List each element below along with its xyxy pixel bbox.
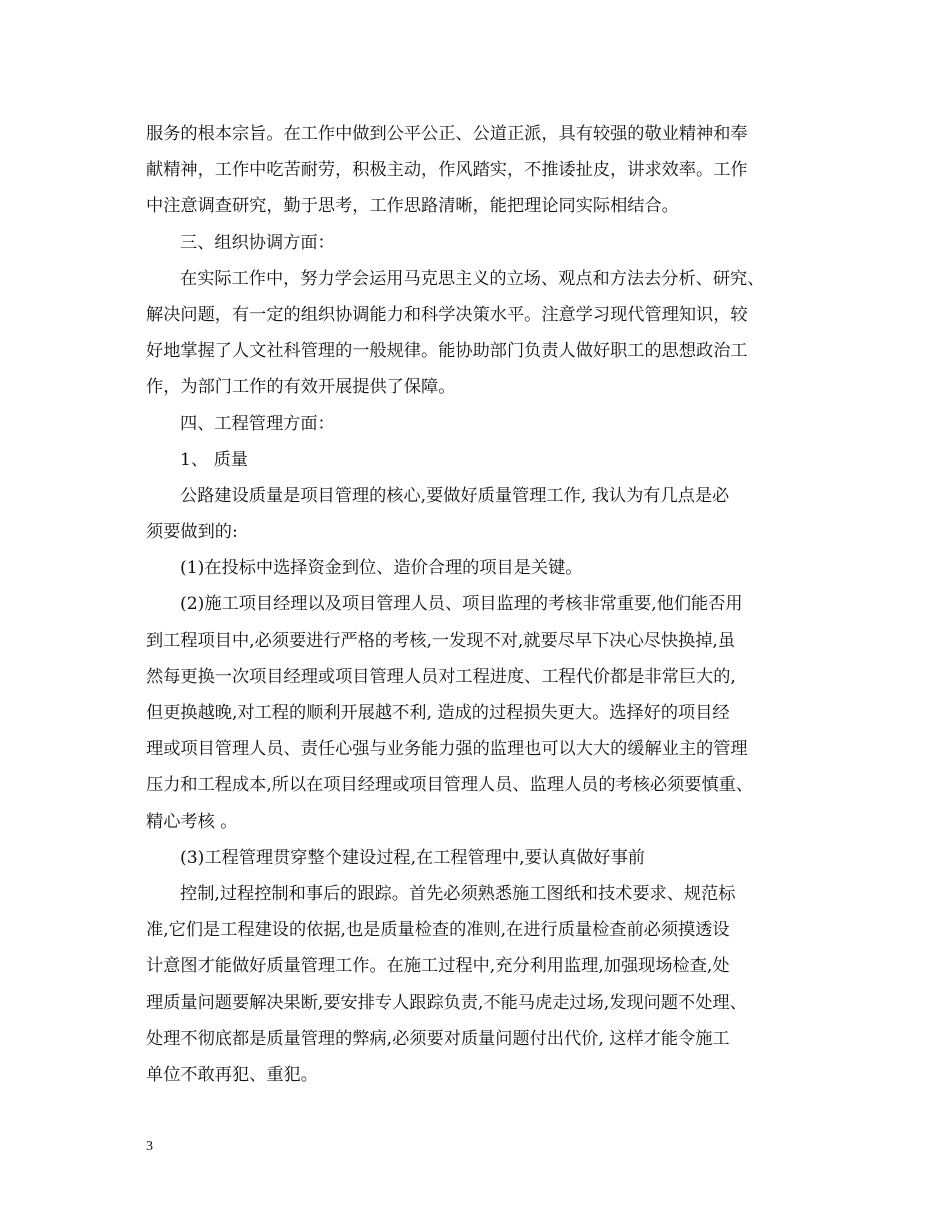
text-line: 中注意调查研究，勤于思考，工作思路清晰，能把理论同实际相结合。 <box>146 196 679 217</box>
text-line: 但更换越晚,对工程的顺利开展越不利, 造成的过程损失更大。选择好的项目经 <box>146 703 730 723</box>
text-line: 1、 质量 <box>180 449 248 470</box>
text-line: (2)施工项目经理以及项目管理人员、项目监理的考核非常重要,他们能否用 <box>180 594 743 615</box>
text-line: 控制,过程控制和事后的跟踪。首先必须熟悉施工图纸和技术要求、规范标 <box>180 883 736 904</box>
text-line: 单位不敢再犯、重犯。 <box>146 1064 318 1085</box>
page-number: 3 <box>146 1139 153 1154</box>
text-line: 在实际工作中，努力学会运用马克思主义的立场、观点和方法去分析、研究、 <box>180 268 765 289</box>
text-line: 然每更换一次项目经理或项目管理人员对工程进度、工程代价都是非常巨大的, <box>146 666 736 687</box>
text-line: 精心考核 。 <box>146 811 238 832</box>
text-line: 献精神，工作中吃苦耐劳，积极主动，作风踏实，不推诿扯皮，讲求效率。工作 <box>146 160 748 181</box>
text-line: (1)在投标中选择资金到位、造价合理的项目是关键。 <box>180 558 583 579</box>
text-line: 理质量问题要解决果断,要安排专人跟踪负责,不能马虎走过场,发现问题不处理、 <box>146 992 747 1013</box>
text-line: 解决问题，有一定的组织协调能力和科学决策水平。注意学习现代管理知识，较 <box>146 304 748 325</box>
text-line: 处理不彻底都是质量管理的弊病,必须要对质量问题付出代价, 这样才能令施工 <box>146 1028 730 1049</box>
text-line: 作，为部门工作的有效开展提供了保障。 <box>146 377 456 398</box>
text-line: 公路建设质量是项目管理的核心,要做好质量管理工作, 我认为有几点是必 <box>180 485 730 506</box>
text-line: 好地掌握了人文社科管理的一般规律。能协助部门负责人做好职工的思想政治工 <box>146 341 748 362</box>
text-line: 计意图才能做好质量管理工作。在施工过程中,充分利用监理,加强现场检查,处 <box>146 956 730 977</box>
text-line: 服务的根本宗旨。在工作中做到公平公正、公道正派，具有较强的敬业精神和奉 <box>146 124 748 144</box>
text-line: 三、组织协调方面： <box>180 232 335 253</box>
text-line: 四、工程管理方面： <box>180 413 335 434</box>
text-line: 理或项目管理人员、责任心强与业务能力强的监理也可以大大的缓解业主的管理 <box>146 739 748 760</box>
text-line: 准,它们是工程建设的依据,也是质量检查的准则,在进行质量检查前必须摸透设 <box>146 920 730 941</box>
document-body <box>146 116 806 1093</box>
text-line: 压力和工程成本,所以在项目经理或项目管理人员、监理人员的考核必须要慎重、 <box>146 775 754 796</box>
text-line: 到工程项目中,必须要进行严格的考核,一发现不对,就要尽早下决心尽快换掉,虽 <box>146 630 736 651</box>
text-line: (3)工程管理贯穿整个建设过程,在工程管理中,要认真做好事前 <box>180 847 645 868</box>
text-line: 须要做到的: <box>146 522 238 543</box>
